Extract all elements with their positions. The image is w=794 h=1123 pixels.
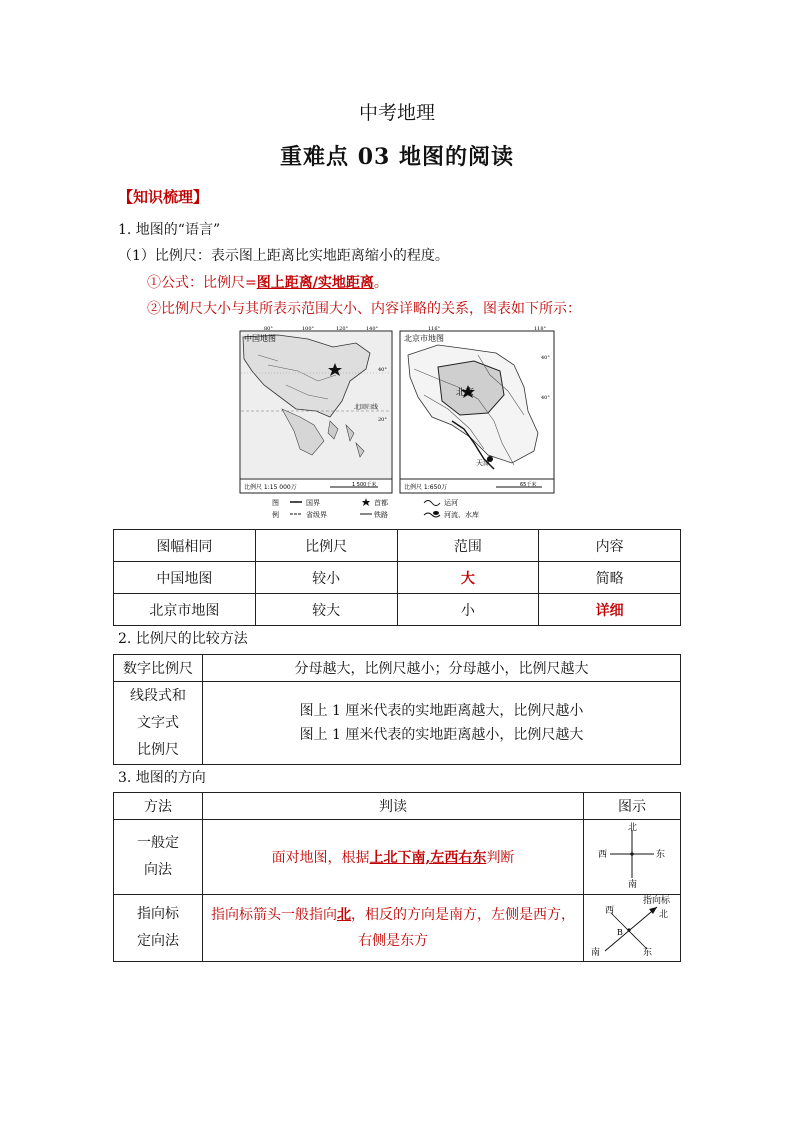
table-header-cell: 比例尺 [255, 530, 397, 562]
table-cell: 详细 [539, 594, 681, 626]
rule-line: 图上 1 厘米代表的实地距离越大，比例尺越小 [299, 703, 584, 719]
table-cell [584, 895, 681, 962]
legend-title-2: 例 [272, 511, 279, 519]
left-scale-label: 比例尺 1:15 000万 [244, 484, 297, 491]
formula-value: 图上距离/实地距离 [256, 275, 374, 291]
pointer-west: 西 [605, 906, 615, 916]
formula-suffix: 。 [373, 275, 388, 291]
left-side-label-0: 40° [378, 367, 387, 373]
scale-comparison-table [113, 529, 681, 626]
pointer-south: 南 [591, 948, 601, 957]
table-cell [114, 820, 203, 895]
legend-item-5: 河流、水库 [444, 511, 479, 519]
page-title: 中考地理 [358, 102, 435, 124]
right-scale-label: 比例尺 1:650万 [404, 484, 448, 491]
formula-prefix: ①公式：比例尺= [147, 275, 257, 291]
left-map-title: 中国地图 [244, 334, 276, 343]
pointer-compass-icon [587, 895, 677, 957]
compass-west: 西 [598, 850, 608, 860]
table-header-cell: 范围 [397, 530, 539, 562]
rule-prefix: 面对地图，根据 [271, 850, 370, 866]
table-header-row [114, 530, 681, 562]
right-side-label-1: 40° [541, 395, 550, 401]
table-cell: 中国地图 [114, 562, 256, 594]
method-label-line: 指向标 [137, 906, 179, 922]
compass-east: 东 [656, 850, 666, 860]
rule-line [203, 902, 583, 928]
table-row [114, 655, 681, 682]
row-label-line: 线段式和 [130, 687, 186, 704]
table-header-cell: 内容 [539, 530, 681, 562]
page-subtitle: 重难点 03 地图的阅读 [280, 144, 514, 170]
map-figure-graphic [238, 325, 556, 521]
tianjin-label: 天津 [476, 459, 490, 467]
compass-south: 南 [628, 880, 638, 888]
right-scale-distance: 65千米 [520, 482, 537, 488]
rule-line: 右侧是东方 [358, 933, 428, 949]
table-row [114, 682, 681, 765]
direction-table [113, 792, 681, 962]
table-cell: 较小 [255, 562, 397, 594]
table-cell [114, 895, 203, 962]
table-cell: 较大 [255, 594, 397, 626]
table-cell: 大 [397, 562, 539, 594]
compass-cross-icon [592, 822, 672, 888]
table-cell: 小 [397, 594, 539, 626]
pointer-north: 北 [659, 910, 669, 920]
right-map-title: 北京市地图 [404, 334, 444, 343]
section-heading: 【知识梳理】 [118, 188, 209, 206]
row-label-line: 文字式 [137, 714, 179, 731]
table-header-cell: 方法 [114, 793, 203, 820]
map-figure [238, 325, 556, 521]
pointer-center: B [617, 928, 623, 937]
table-cell [203, 682, 681, 765]
legend-title-1: 图 [272, 499, 279, 507]
table-header-cell: 图幅相同 [114, 530, 256, 562]
legend-item-0: 国界 [306, 499, 320, 507]
left-top-label-1: 100° [302, 326, 315, 332]
table-cell [584, 820, 681, 895]
relation-note: ②比例尺大小与其所表示范围大小、内容详略的关系，图表如下所示： [147, 301, 581, 317]
table-cell [203, 820, 584, 895]
pointer-label: 指向标 [643, 896, 671, 906]
capital-label: 北京 [456, 388, 475, 398]
table-header-cell: 图示 [584, 793, 681, 820]
left-scale-distance: 1 500千米 [352, 482, 377, 488]
table-row [114, 594, 681, 626]
rule-prefix: 指向标箭头一般指向 [211, 907, 337, 923]
compass-north: 北 [628, 823, 638, 833]
table-cell: 北京市地图 [114, 594, 256, 626]
rule-line: 图上 1 厘米代表的实地距离越小，比例尺越大 [299, 727, 584, 743]
table-header-cell: 判读 [203, 793, 584, 820]
rule-suffix: 判断 [486, 850, 515, 866]
legend-item-1: 首都 [374, 499, 388, 507]
beijing-map [400, 331, 554, 479]
pointer-east: 东 [643, 948, 653, 957]
legend-item-4: 铁路 [374, 511, 388, 519]
legend-item-3: 省级界 [306, 511, 327, 519]
left-top-label-2: 120° [336, 326, 349, 332]
legend-item-2: 运河 [444, 499, 458, 507]
item-1-heading: 1. 地图的“语言” [118, 222, 221, 238]
item-2-heading: 2. 比例尺的比较方法 [118, 631, 248, 647]
left-top-label-3: 140° [366, 326, 379, 332]
row-label-line: 比例尺 [137, 741, 179, 758]
left-top-label-0: 80° [264, 326, 273, 332]
right-top-label-0: 116° [428, 326, 441, 332]
table-cell [114, 682, 203, 765]
rule-suffix: ，相反的方向是南方，左侧是西方， [351, 907, 575, 923]
right-top-label-1: 118° [534, 326, 547, 332]
method-label-line: 一般定 [137, 835, 179, 851]
table-row [114, 820, 681, 895]
table-cell: 简略 [539, 562, 681, 594]
scale-method-table [113, 654, 681, 765]
method-label-line: 定向法 [137, 933, 179, 949]
tropic-label: 北回归线 [354, 404, 379, 411]
table-header-row [114, 793, 681, 820]
table-cell [203, 895, 584, 962]
item-3-heading: 3. 地图的方向 [118, 770, 206, 786]
item-1-1-text: （1）比例尺：表示图上距离比实地距离缩小的程度。 [118, 248, 449, 264]
rule-key: 北 [337, 907, 351, 923]
table-cell: 数字比例尺 [114, 655, 203, 682]
formula-line [147, 272, 388, 292]
right-side-label-0: 40° [541, 355, 550, 361]
rule-key: 上北下南,左西右东 [369, 850, 487, 866]
table-row [114, 562, 681, 594]
table-row [114, 895, 681, 962]
left-side-label-1: 20° [378, 417, 387, 423]
table-cell: 分母越大，比例尺越小；分母越小，比例尺越大 [203, 655, 681, 682]
method-label-line: 向法 [144, 862, 172, 878]
